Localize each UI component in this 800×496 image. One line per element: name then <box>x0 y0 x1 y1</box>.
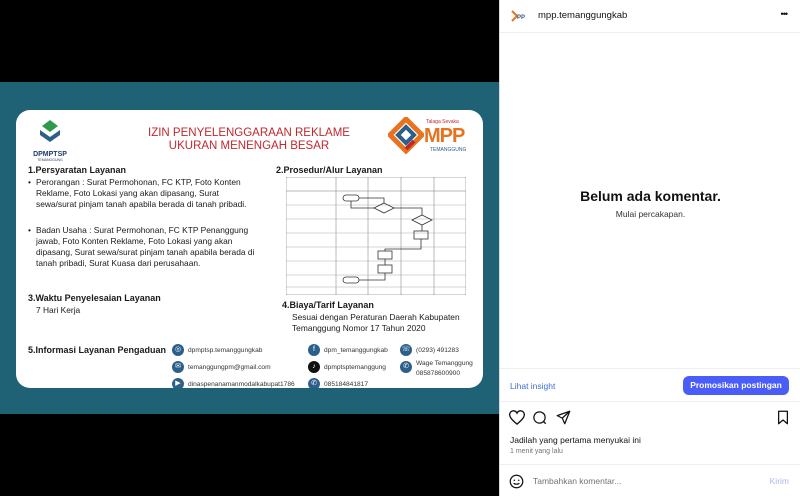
whatsapp-icon-2: ✆ <box>400 361 412 373</box>
tiktok-icon: ♪ <box>308 361 320 373</box>
sec4-value: Sesuai dengan Peraturan Daerah Kabupaten Temanggung Nomor 17 Tahun 2020 <box>292 312 460 333</box>
sec1-title: 1.Persyaratan Layanan <box>28 165 127 175</box>
facebook-icon: f <box>308 344 320 356</box>
account-name[interactable]: mpp.temanggungkab <box>538 10 628 21</box>
comment-icon[interactable] <box>532 410 547 425</box>
bookmark-icon[interactable] <box>777 410 789 425</box>
contact-whatsapp2-num: 085878600900 <box>416 370 461 377</box>
promote-post-button[interactable]: Promosikan postingan <box>683 376 789 395</box>
sec5-title: 5.Informasi Layanan Pengaduan <box>28 345 167 355</box>
sec1-item1: Perorangan : Surat Permohonan, FC KTP, Foto Konten Reklame, Foto Lokasi yang akan dipasang, Surat sewa/surat pinjam tanah apabila berada di tanah pribadi. <box>36 177 247 209</box>
dpmptsp-logo-sub: TEMANGGUNG <box>37 158 63 162</box>
insight-bar <box>500 368 800 402</box>
comment-input[interactable]: Tambahkan komentar... <box>533 476 622 486</box>
sec4-title: 4.Biaya/Tarif Layanan <box>282 300 374 310</box>
whatsapp-icon: ✆ <box>308 378 320 388</box>
flow-diagram <box>286 177 466 295</box>
poster-title <box>124 127 374 153</box>
contact-phone: (0293) 491283 <box>416 347 459 354</box>
view-insights-link[interactable]: Lihat insight <box>510 381 556 391</box>
contact-facebook: dpm_temanggungkab <box>324 347 388 354</box>
comments-area <box>500 34 800 368</box>
sec1-item2: Badan Usaha : Surat Permohonan, FC KTP Penanggung jawab, Foto Konten Reklame, Foto Lokasi yang akan dipasang, Surat sewa/surat pinjam tanah apabila berada di tanah pribadi, Surat Kuasa dari perusahaan. <box>36 225 255 268</box>
likes-link[interactable]: menyukai ini <box>593 435 641 445</box>
sec3-title: 3.Waktu Penyelesaian Layanan <box>28 293 161 303</box>
mpp-logo <box>388 117 478 157</box>
svg-text:PP: PP <box>517 15 526 21</box>
contact-tiktok: dpmptsptemanggung <box>324 364 386 371</box>
dpmptsp-logo-text: DPMPTSP <box>33 151 67 158</box>
share-icon[interactable] <box>556 410 571 425</box>
poster-title-line1: IZIN PENYELENGGARAAN REKLAME <box>148 127 350 139</box>
send-button[interactable]: Kirim <box>769 476 789 486</box>
post-header <box>500 0 800 33</box>
instagram-icon: ◎ <box>172 344 184 356</box>
poster-title-line2: UKURAN MENENGAH BESAR <box>168 140 330 152</box>
sec3-value: 7 Hari Kerja <box>36 305 81 315</box>
avatar[interactable] <box>509 9 526 23</box>
poster-card <box>16 110 483 388</box>
sec1-bullet2: • Badan Usaha : Surat Permohonan, FC KTP Penanggung jawab, Foto Konten Reklame, Foto Lokasi yang akan dipasang, Surat sewa/surat pinjam tanah apabila berada di tanah pribadi, Surat Kuasa dari perusahaan. <box>28 225 258 269</box>
contact-whatsapp2-name: Wage Temanggung <box>416 360 473 367</box>
sec2-title: 2.Prosedur/Alur Layanan <box>276 165 383 175</box>
sec1-bullet1: • Perorangan : Surat Permohonan, FC KTP, Foto Konten Reklame, Foto Lokasi yang akan dipasang, Surat sewa/surat pinjam tanah apabila berada di tanah pribadi. <box>28 177 258 210</box>
contact-instagram: dpmptsp.temanggungkab <box>188 347 263 354</box>
mpp-logo-main: MPP <box>424 125 465 147</box>
likes-line <box>510 435 641 445</box>
post-sidebar <box>499 0 800 496</box>
empty-comments-sub: Mulai percakapan. <box>615 209 686 219</box>
post-timestamp: 1 menit yang lalu <box>510 448 563 455</box>
comment-box <box>500 464 800 496</box>
emoji-icon[interactable] <box>509 474 524 489</box>
contact-email: temanggungpm@gmail.com <box>188 364 271 371</box>
dpmptsp-logo <box>30 118 70 160</box>
phone-icon: ☏ <box>400 344 412 356</box>
like-heart-icon[interactable] <box>509 410 525 425</box>
mpp-logo-top: Talaga Sevaka <box>426 119 459 125</box>
action-icons <box>500 405 800 431</box>
contact-whatsapp: 085184841817 <box>324 381 369 388</box>
mpp-logo-sub: TEMANGGUNG <box>430 147 467 153</box>
mail-icon: ✉ <box>172 361 184 373</box>
likes-prefix: Jadilah yang pertama <box>510 435 594 445</box>
more-options-icon[interactable]: ••• <box>780 9 787 19</box>
contact-youtube: dinaspenanamanmodalkabupat1786 <box>188 381 295 388</box>
poster-image <box>0 82 499 414</box>
empty-comments-title: Belum ada komentar. <box>580 188 721 204</box>
youtube-icon: ▶ <box>172 378 184 388</box>
